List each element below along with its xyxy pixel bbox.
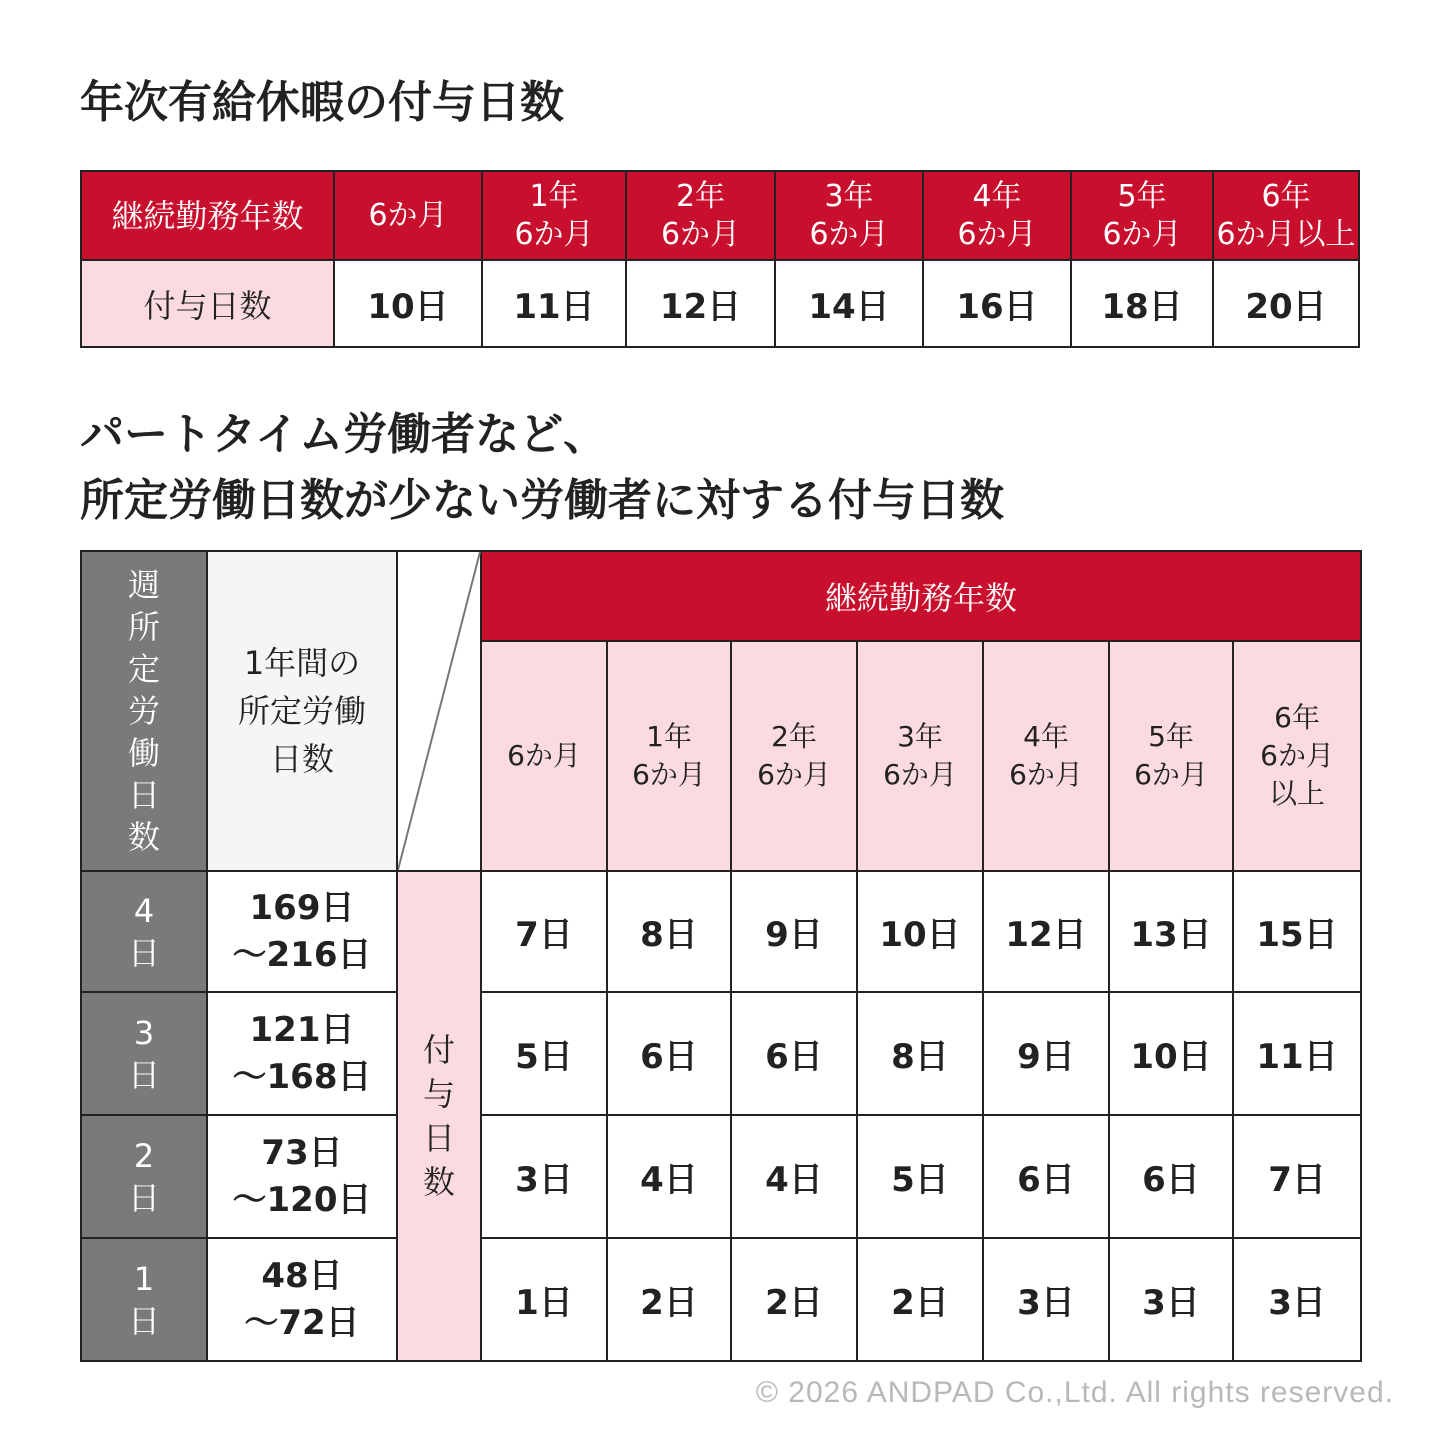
grant-days-value: 3日	[1109, 1238, 1233, 1361]
column-header: 4年 6か月	[923, 171, 1071, 260]
grant-days-value: 8日	[607, 871, 731, 992]
grant-days-value: 6日	[1109, 1115, 1233, 1238]
grant-days-value: 3日	[1233, 1238, 1361, 1361]
tenure-header-cell: 継続勤務年数	[481, 551, 1361, 641]
grant-days-value: 4日	[607, 1115, 731, 1238]
grant-days-value: 9日	[983, 992, 1109, 1115]
grant-days-value: 12日	[626, 260, 775, 347]
grant-days-value: 3日	[481, 1115, 607, 1238]
grant-days-value: 16日	[923, 260, 1071, 347]
grant-days-value: 2日	[731, 1238, 857, 1361]
table-header-row	[81, 551, 1361, 641]
section-title-annual-leave: 年次有給休暇の付与日数	[80, 77, 564, 128]
table-row	[81, 871, 1361, 992]
column-header: 3年 6か月	[775, 171, 923, 260]
grant-days-value: 8日	[857, 992, 983, 1115]
grant-days-value: 20日	[1213, 260, 1359, 347]
grant-days-value: 11日	[482, 260, 626, 347]
grant-days-value: 10日	[857, 871, 983, 992]
section-title-line1: パートタイム労働者など、	[80, 409, 608, 460]
grant-days-value: 7日	[1233, 1115, 1361, 1238]
column-header: 5年 6か月	[1109, 641, 1233, 871]
diagonal-line	[398, 552, 482, 870]
weekly-days-cell	[81, 1115, 207, 1238]
table-header-row	[81, 171, 1359, 260]
annual-days-header: 1年間の 所定労働 日数	[207, 551, 397, 871]
annual-days-cell: 48日 ～72日	[207, 1238, 397, 1361]
grant-days-label: 付与日数	[81, 260, 334, 347]
tenure-header-cell: 継続勤務年数	[81, 171, 334, 260]
annual-days-cell: 169日 ～216日	[207, 871, 397, 992]
weekly-days-value: 2日	[127, 1136, 160, 1217]
grant-days-value: 15日	[1233, 871, 1361, 992]
section-title-part-time	[80, 402, 1004, 534]
weekly-days-header	[81, 551, 207, 871]
column-header: 1年 6か月	[607, 641, 731, 871]
grant-days-value: 2日	[607, 1238, 731, 1361]
annual-days-cell: 121日 ～168日	[207, 992, 397, 1115]
annual-leave-table	[80, 170, 1360, 348]
grant-days-value: 10日	[1109, 992, 1233, 1115]
grant-days-value: 7日	[481, 871, 607, 992]
table-row	[81, 992, 1361, 1115]
grant-days-value: 10日	[334, 260, 482, 347]
grant-days-value: 4日	[731, 1115, 857, 1238]
column-header: 5年 6か月	[1071, 171, 1213, 260]
grant-days-value: 5日	[857, 1115, 983, 1238]
column-header: 3年 6か月	[857, 641, 983, 871]
table-row	[81, 1238, 1361, 1361]
part-time-leave-table	[80, 550, 1362, 1362]
column-header: 1年 6か月	[482, 171, 626, 260]
weekly-days-value: 1日	[127, 1259, 160, 1340]
grant-days-value: 9日	[731, 871, 857, 992]
column-header: 4年 6か月	[983, 641, 1109, 871]
column-header: 6年 6か月 以上	[1233, 641, 1361, 871]
grant-days-value: 18日	[1071, 260, 1213, 347]
grant-days-value: 11日	[1233, 992, 1361, 1115]
grant-days-value: 6日	[983, 1115, 1109, 1238]
grant-days-value: 1日	[481, 1238, 607, 1361]
weekly-days-cell	[81, 992, 207, 1115]
grant-days-value: 6日	[607, 992, 731, 1115]
grant-days-value: 12日	[983, 871, 1109, 992]
copyright-notice: © 2026 ANDPAD Co.,Ltd. All rights reserved.	[755, 1376, 1394, 1409]
table-row	[81, 1115, 1361, 1238]
grant-days-value: 13日	[1109, 871, 1233, 992]
weekly-days-cell	[81, 871, 207, 992]
table-row	[81, 260, 1359, 347]
grant-days-value: 14日	[775, 260, 923, 347]
weekly-days-header-label: 週所定労働日数	[127, 566, 160, 856]
column-header: 6か月	[481, 641, 607, 871]
diagonal-corner-cell	[397, 551, 481, 871]
grant-days-value: 6日	[731, 992, 857, 1115]
annual-days-cell: 73日 ～120日	[207, 1115, 397, 1238]
grant-days-label	[397, 871, 481, 1361]
weekly-days-cell	[81, 1238, 207, 1361]
weekly-days-value: 3日	[127, 1013, 160, 1094]
grant-days-value: 2日	[857, 1238, 983, 1361]
grant-days-value: 5日	[481, 992, 607, 1115]
weekly-days-value: 4日	[127, 891, 160, 972]
grant-days-label-text: 付与日数	[422, 1031, 455, 1201]
section-title-line2: 所定労働日数が少ない労働者に対する付与日数	[80, 475, 1004, 526]
column-header: 2年 6か月	[626, 171, 775, 260]
column-header: 2年 6か月	[731, 641, 857, 871]
grant-days-value: 3日	[983, 1238, 1109, 1361]
column-header: 6年 6か月以上	[1213, 171, 1359, 260]
column-header: 6か月	[334, 171, 482, 260]
